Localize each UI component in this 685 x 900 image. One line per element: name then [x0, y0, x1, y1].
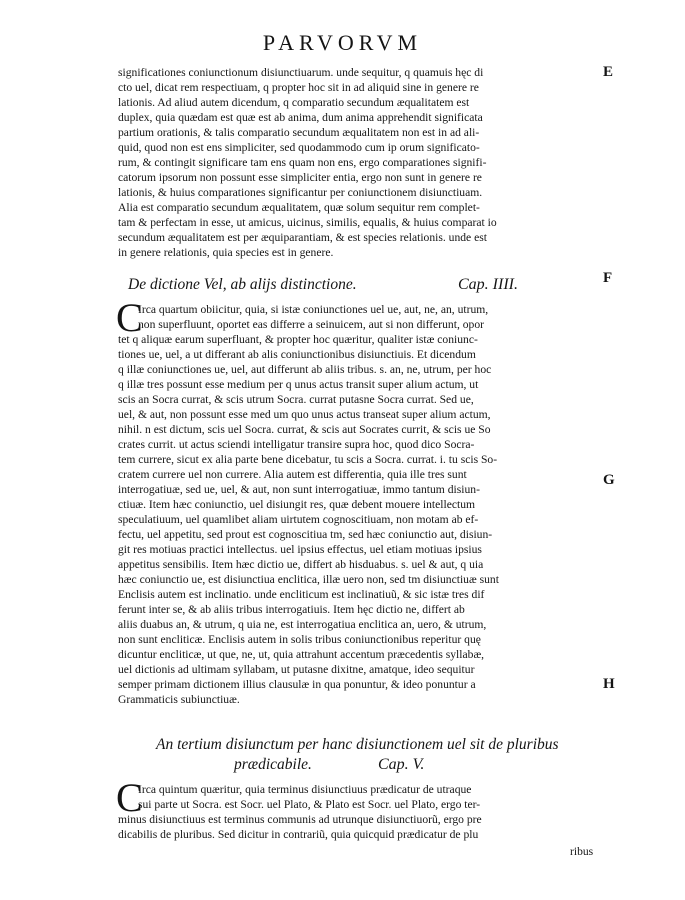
text-line: quid, quod non est ens simpliciter, sed quodammodo cum ip orum significato-: [118, 141, 480, 154]
text-line: ctiuæ. Item hæc coniunctio, uel disiungit res, quæ debent mouere intellectum: [118, 498, 476, 511]
text-line: uel, & aut, non possunt esse med um quo unus actus transeat super alium actum,: [118, 408, 491, 421]
drop-capital: C: [116, 295, 143, 340]
drop-capital: C: [116, 775, 143, 820]
text-line: in genere relationis, quia species est in genere.: [118, 246, 334, 259]
text-line: tiones ue, uel, a ut differant ab alis coniunctionibus disiunctiuis. Et dicendum: [118, 348, 476, 361]
text-line: sui parte ut Socra. est Socr. uel Plato, & Plato est Socr. uel Plato, ergo ter-: [138, 798, 481, 811]
text-line: crates currit. ut actus sciendi intelligatur transire supra hoc, quod dico Socra-: [118, 438, 475, 451]
text-line: dicabilis de pluribus. Sed dicitur in contrariũ, quia quicquid prædicatur de plu: [118, 828, 479, 841]
margin-letter-g: G: [603, 472, 615, 488]
chapter-number-5: Cap. V.: [378, 756, 425, 773]
running-head: PARVORVM: [262, 30, 423, 55]
text-line: Irca quintum quæritur, quia terminus disiunctiuus prædicatur de utraque: [138, 783, 472, 796]
text-line: semper primam dictionem illius clausulæ in qua ponuntur, & ideo ponuntur a: [118, 678, 476, 691]
text-line: duplex, quia quædam est quæ est ab anima, dum anima apprehendit significata: [118, 111, 483, 124]
margin-letter-e: E: [603, 64, 614, 80]
text-line: catorum ipsorum non possunt esse simpliciter entia, ergo non sunt in genere re: [118, 171, 482, 184]
text-line: tam & perfectam in esse, ut amicus, uicinus, similis, equalis, & huius comparat io: [118, 216, 497, 229]
text-line: appetitus sensibilis. Item hæc dictio ue, differt ab hisduabus. s. uel & aut, q uia: [118, 558, 484, 571]
text-line: cto uel, dicat rem respectiuam, q propter hoc sit in ad aliquid sine in genere re: [118, 81, 479, 94]
text-line: scis an Socra currat, & scis utrum Socra. currat putasne Socra currat. Sed ue,: [118, 393, 474, 406]
text-line: aliis duabus an, & utrum, q uia ne, est interrogatiua enclitica an, uero, & utrum,: [118, 618, 487, 631]
text-line: ferunt inter se, & ab aliis tribus interrogatiuis. Item hęc dictio ne, differt ab: [118, 603, 465, 616]
catchword: ribus: [570, 845, 594, 858]
text-line: q illæ coniunctiones ue, uel, aut differunt ab aliis tribus. s. an, ne, utrum, per hoc: [118, 363, 492, 376]
text-line: secundum æqualitatem est per æquiparantiam, & est species relationis. unde est: [118, 231, 487, 244]
text-line: rum, & contingit significare tam ens quam non ens, ergo comparationes signifi-: [118, 156, 487, 169]
text-line: minus disiunctiuus est terminus communis ad utrunque disiunctiuorũ, ergo pre: [118, 813, 482, 826]
text-line: partium orationis, & talis comparatio secundum æqualitatem non est in ad ali-: [118, 126, 480, 139]
text-line: tet q aliquæ earum superfluant, & propter hoc quæritur, qualiter istæ coniunc-: [118, 333, 478, 346]
chapter-heading-5-line1: An tertium disiunctum per hanc disiunctionem uel sit de pluribus: [156, 736, 559, 753]
text-line: Enclisis autem est inclinatio. unde encliticum est inclinatiuũ, & sic istæ tres dif: [118, 588, 485, 601]
text-line: interrogatiuæ, sed ue, uel, & aut, non sunt interrogatiuæ, immo tantum disiun-: [118, 483, 480, 496]
text-line: cratem currere uel non currere. Alia autem est differentia, quia ille tres sunt: [118, 468, 467, 481]
chapter-heading-5-line2: prædicabile.: [234, 756, 312, 773]
margin-letter-h: H: [603, 676, 615, 692]
text-line: git res motiuas practici intellectus. uel ipsius effectus, uel etiam motiuas ipsius: [118, 543, 482, 556]
text-line: Irca quartum obiicitur, quia, si istæ coniunctiones uel ue, aut, ne, an, utrum,: [138, 303, 489, 316]
text-line: speculatiuum, uel quamlibet aliam uirtutem cognoscitiuam, non motam ab ef-: [118, 513, 479, 526]
text-line: non sunt encliticæ. Enclisis autem in solis tribus coniunctionibus reperitur quę: [118, 633, 481, 646]
chapter-number-4: Cap. IIII.: [458, 276, 518, 293]
text-line: non superfluunt, oportet eas differre a seinuicem, aut si non differunt, opor: [138, 318, 485, 331]
chapter-heading-4: De dictione Vel, ab alijs distinctione.: [128, 276, 357, 293]
text-line: nihil. n est dictum, scis uel Socra. currat, & scis aut Socrates currit, & scis ue So: [118, 423, 491, 436]
text-line: Grammaticis subiunctiuæ.: [118, 693, 240, 706]
text-line: dicuntur encliticæ, ut que, ne, ut, quia attrahunt accentum præcedentis syllabæ,: [118, 648, 485, 661]
text-line: tem currere, sicut ex alia parte bene dicebatur, tu scis a Socra. currat. i. tu scis So-: [118, 453, 498, 466]
text-line: uel dictionis ad ultimam syllabam, ut putasne dixitne, amatque, ideo sequitur: [118, 663, 475, 676]
margin-letter-f: F: [603, 270, 613, 286]
text-line: significationes coniunctionum disiunctiuarum. unde sequitur, q quamuis hęc di: [118, 66, 484, 79]
text-line: lationis. Ad aliud autem dicendum, q comparatio secundum æqualitatem est: [118, 96, 470, 109]
text-line: hæc coniunctio ue, est disiunctiua enclitica, illæ uero non, sed tm disiunctiuæ sunt: [118, 573, 499, 586]
text-line: Alia est comparatio secundum æqualitatem, quæ solum sequitur rem complet-: [118, 201, 480, 214]
text-line: lationis, & huius comparationes significantur per coniunctionem disiunctiuam.: [118, 186, 483, 199]
text-line: fectu, uel appetitu, sed prout est cognoscitiua tm, sed hæc coniunctio aut, disiun-: [118, 528, 493, 541]
text-line: q illæ tres possunt esse medium per q unus actus transit super alium actum, ut: [118, 378, 479, 391]
